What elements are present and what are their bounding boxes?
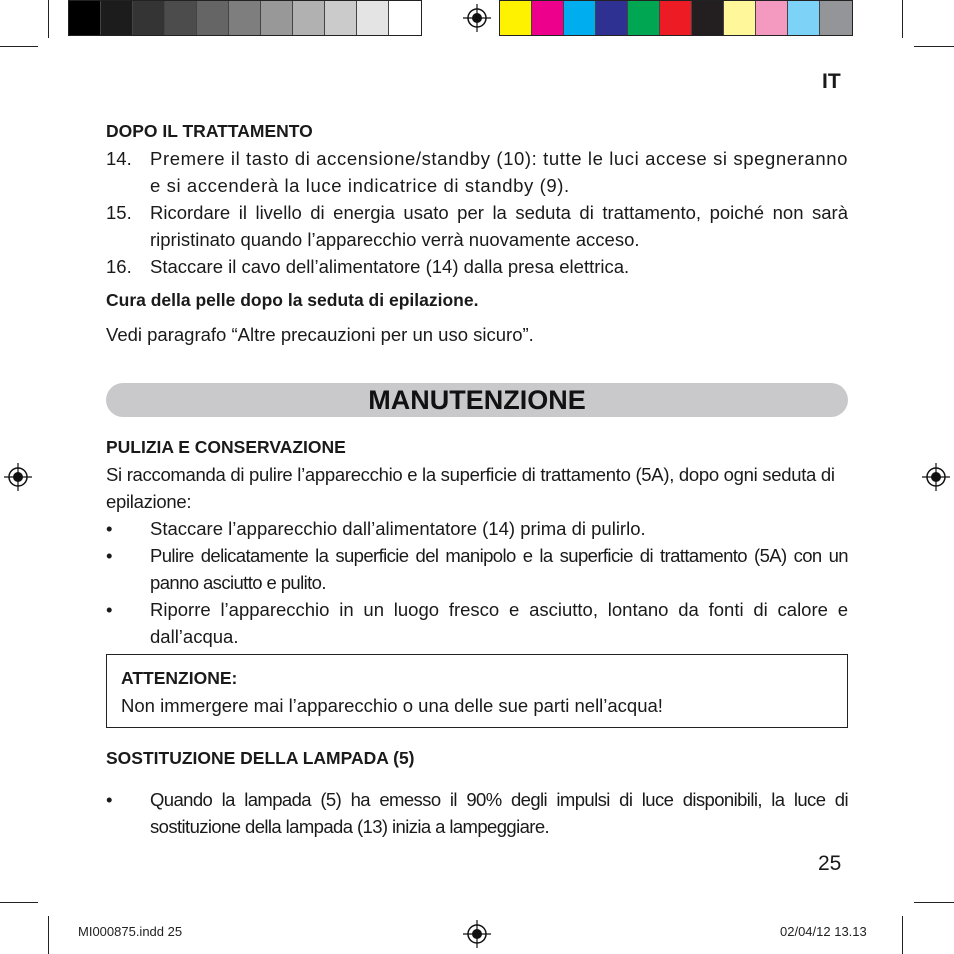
warning-text: Non immergere mai l’apparecchio o una delle sue parti nell’acqua!: [121, 695, 663, 716]
list-item: [106, 542, 848, 596]
color-swatch: [788, 1, 820, 35]
crop-mark-bottom-right-h: [914, 902, 954, 903]
bullet: •: [106, 599, 113, 620]
color-swatch: [293, 1, 325, 35]
list-item: [106, 786, 848, 840]
color-swatch: [261, 1, 293, 35]
section-cleaning: [106, 434, 848, 650]
item-text: Riporre l’apparecchio in un luogo fresco e asciutto, lontano da fonti di calore e dall’acqua.: [150, 599, 848, 647]
crop-mark-top-left-v: [48, 0, 49, 38]
list-item: [106, 515, 848, 542]
list-item: [106, 199, 848, 253]
color-swatch: [69, 1, 101, 35]
crop-mark-top-left-h: [0, 46, 38, 47]
section-heading: PULIZIA E CONSERVAZIONE: [106, 437, 346, 457]
color-bar: [499, 0, 853, 36]
color-swatch: [165, 1, 197, 35]
list-item: [106, 253, 848, 280]
registration-mark-icon: [922, 463, 950, 491]
item-number: 16.: [106, 256, 132, 277]
color-swatch: [820, 1, 852, 35]
care-heading: Cura della pelle dopo la seduta di epilazione.: [106, 290, 479, 310]
color-swatch: [724, 1, 756, 35]
color-swatch: [692, 1, 724, 35]
registration-mark-icon: [463, 4, 491, 32]
color-swatch: [133, 1, 165, 35]
item-number: 15.: [106, 202, 132, 223]
crop-mark-bottom-left-h: [0, 902, 38, 903]
color-swatch: [325, 1, 357, 35]
color-swatch: [229, 1, 261, 35]
section-lamp-replacement: [106, 745, 848, 840]
item-text: Quando la lampada (5) ha emesso il 90% degli impulsi di luce disponibili, la luce di sostituzione della lampada (13) inizia a lampeggiare.: [150, 789, 848, 837]
color-swatch: [357, 1, 389, 35]
bullet: •: [106, 518, 113, 539]
color-swatch: [101, 1, 133, 35]
color-swatch: [660, 1, 692, 35]
item-text: Pulire delicatamente la superficie del manipolo e la superficie di trattamento (5A) con un panno asciutto e pulito.: [150, 545, 848, 593]
color-swatch: [500, 1, 532, 35]
bullet: •: [106, 789, 112, 810]
list-item: [106, 596, 848, 650]
crop-mark-bottom-left-v: [48, 916, 49, 954]
footer-file-info: MI000875.indd 25: [78, 924, 183, 939]
color-swatch: [564, 1, 596, 35]
section-intro: Si raccomanda di pulire l’apparecchio e la superficie di trattamento (5A), dopo ogni seduta di epilazione:: [106, 464, 835, 512]
color-swatch: [197, 1, 229, 35]
crop-mark-top-right-v: [902, 0, 903, 38]
section-heading: SOSTITUZIONE DELLA LAMPADA (5): [106, 748, 415, 768]
section-banner: [106, 383, 848, 417]
language-tag: IT: [822, 70, 841, 93]
care-text: Vedi paragrafo “Altre precauzioni per un uso sicuro”.: [106, 324, 534, 345]
color-swatch: [596, 1, 628, 35]
section-after-treatment: [106, 118, 848, 348]
footer-datetime: 02/04/12 13.13: [780, 924, 867, 939]
item-text: Premere il tasto di accensione/standby (10): tutte le luci accese si spegneranno e si accenderà la luce indicatrice di standby (9).: [150, 148, 848, 196]
grayscale-bar: [68, 0, 422, 36]
color-swatch: [628, 1, 660, 35]
bullet: •: [106, 545, 113, 566]
list-item: [106, 145, 848, 199]
crop-mark-bottom-right-v: [902, 916, 903, 954]
warning-title: ATTENZIONE:: [121, 668, 238, 688]
page-number: 25: [818, 852, 842, 875]
item-text: Staccare il cavo dell’alimentatore (14) dalla presa elettrica.: [150, 256, 630, 277]
warning-box: [106, 654, 848, 728]
item-text: Ricordare il livello di energia usato per la seduta di trattamento, poiché non sarà ripristinato quando l’apparecchio verrà nuovamente acceso.: [150, 202, 848, 250]
registration-mark-icon: [463, 920, 491, 948]
item-number: 14.: [106, 148, 132, 169]
color-swatch: [756, 1, 788, 35]
registration-mark-icon: [4, 463, 32, 491]
banner-title: MANUTENZIONE: [368, 384, 586, 415]
color-swatch: [532, 1, 564, 35]
crop-mark-top-right-h: [914, 46, 954, 47]
color-swatch: [389, 1, 421, 35]
item-text: Staccare l’apparecchio dall’alimentatore (14) prima di pulirlo.: [150, 518, 646, 539]
section-heading: DOPO IL TRATTAMENTO: [106, 121, 313, 141]
